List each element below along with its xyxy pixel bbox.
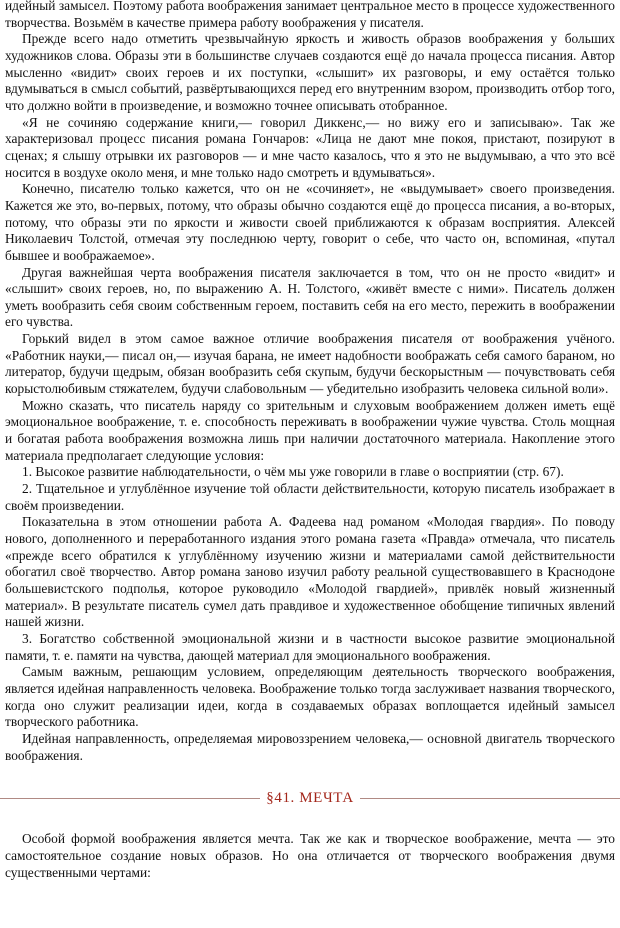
paragraph: Другая важнейшая черта воображения писателя заключается в том, что он не просто «видит» и «слышит» своих героев, но, по выражению А. Н. Толстого, «живёт вместе с ними». Писатель должен уметь вообразить себя своим собственным героем, поставить себя на его место, пережить в воображении его чувства. [5,264,615,330]
paragraph: «Я не сочиняю содержание книги,— говорил Диккенс,— но вижу его и записываю». Так же характеризовал процесс писания романа Гончаров: «Лица не дают мне покоя, пристают, позируют в сценах; я слышу отрывки их разговоров — и мне часто казалось, что я это не выдумываю, а что это всё носится в воздухе около меня, и мне только надо смотреть и вдумываться». [5,114,615,180]
list-item-condition-1: 1. Высокое развитие наблюдательности, о чём мы уже говорили в главе о восприятии (стр. 67). [22,464,564,480]
body-text-after [5,831,615,881]
paragraph: Можно сказать, что писатель наряду со зрительным и слуховым воображением должен иметь ещё эмоциональное воображение, т. е. способность переживать в воображении чужие чувства. Столь мощная и богатая работа воображения возможна лишь при наличии достаточного материала. Накопление этого материала предполагает следующие условия: [5,397,615,463]
paragraph: Идейная направленность, определяемая мировоззрением человека,— основной двигатель творческого воображения. [5,730,615,763]
list-item-condition-3: 3. Богатство собственной эмоциональной жизни и в частности высокое развитие эмоциональной памяти, т. е. памяти на чувства, дающей материал для эмоционального воображения. [5,630,615,663]
body-text-before [5,0,615,764]
paragraph-continuation: идейный замысел. Поэтому работа воображения занимает центральное место в процессе художественного творчества. Возьмём в качестве примера работу воображения у писателя. [5,0,615,30]
paragraph: Особой формой воображения является мечта. Так же как и творческое воображение, мечта — это самостоятельное создание новых образов. Но она отличается от творческого воображения двумя существенными чертами: [5,831,615,880]
paragraph: Показательна в этом отношении работа А. Фадеева над романом «Молодая гвардия». По поводу нового, дополненного и переработанного издания этого романа газета «Правда» отмечала, что писатель «прежде всего обратился к углублённому изучению жизни и материалами самой действительности обогатил своё творчество. Автор романа заново изучил работу реальной существовавшего в Краснодоне большевистского подполья, которое руководило «Молодой гвардией», привлёк новый жизненный материал». В результате писатель сумел дать правдивое и художественное обобщение типичных явлений нашей жизни. [5,514,615,630]
section-title: §41. МЕЧТА [260,789,360,807]
section-heading [5,789,615,807]
list-item-condition-2: 2. Тщательное и углублённое изучение той области действительности, которую писатель изображает в своём произведении. [5,481,615,513]
paragraph: Прежде всего надо отметить чрезвычайную яркость и живость образов воображения у больших художников слова. Образы эти в большинстве случаев создаются ещё до начала процесса писания. Автор мысленно «видит» своих героев и их поступки, «слышит» их разговоры, и ему остаётся только вдумываться в смысл событий, развёртывающихся перед его внутренним взором, производить отбор того, что должно войти в произведение, и возможно точнее описывать отобранное. [5,31,615,113]
paragraph: Конечно, писателю только кажется, что он не «сочиняет», не «выдумывает» своего произведения. Кажется же это, во-первых, потому, что образы обычно создаются ещё до процесса писания, а во-вторых, потому, что образы эти по яркости и живости своей приближаются к образам восприятия. Алексей Николаевич Толстой, отмечая эту последнюю черту, говорит о себе, что часто он, вспоминая, «путал бывшее и воображаемое». [5,181,615,263]
paragraph: Горький видел в этом самое важное отличие воображения писателя от воображения учёного. «Работник науки,— писал он,— изучая барана, не имеет надобности воображать себя самого бараном, но литератор, будучи щедрым, обязан вообразить себя скупым, будучи бескорыстным — почувствовать себя корыстолюбивым стяжателем, будучи слабовольным — убедительно изобразить человека сильной воли». [5,331,615,397]
paragraph: Самым важным, решающим условием, определяющим деятельность творческого воображения, является идейная направленность человека. Воображение только тогда заслуживает названия творческого, когда оно служит реализации идеи, когда в создаваемых образах воплощается идейный замысел творческого работника. [5,664,615,730]
